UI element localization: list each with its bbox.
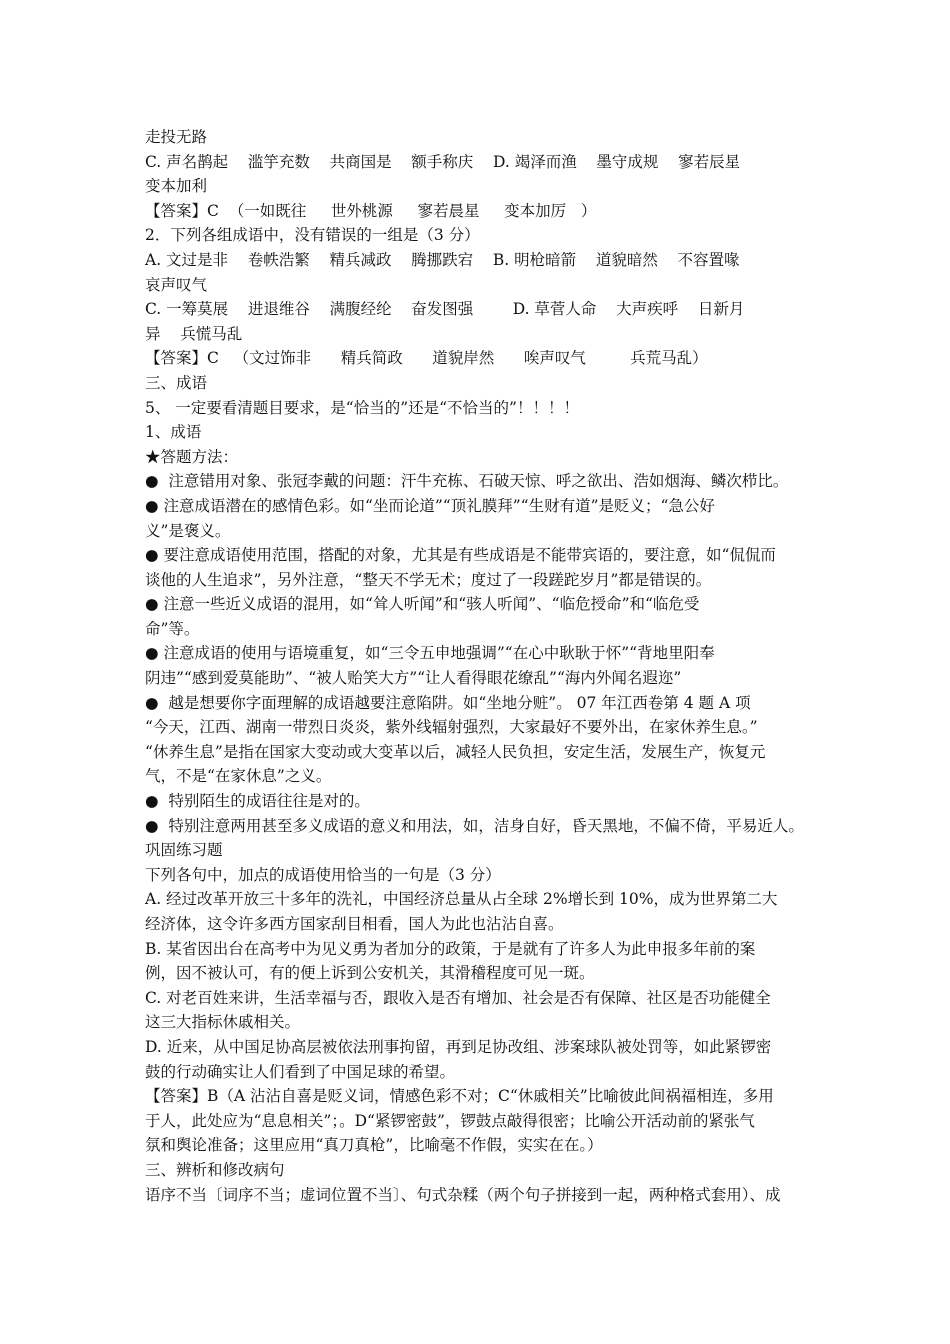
text-line: 阴违”“感到爱莫能助”、“被人贻笑大方”“让人看得眼花缭乱”“海内外闻名遐迩” bbox=[145, 669, 682, 688]
text-line: 1、成语 bbox=[145, 423, 202, 442]
text-line: D. 近来，从中国足协高层被依法刑事拘留，再到足协改组、涉案球队被处罚等，如此紧锣密 bbox=[145, 1037, 772, 1056]
text-line: 巩固练习题 bbox=[145, 841, 223, 860]
text-line: ● 特别注意两用甚至多义成语的意义和用法，如，洁身自好，昏天黑地，不偏不倚，平易近人。 bbox=[145, 816, 804, 835]
text-line: A. 文过是非 卷帙浩繁 精兵减政 腾挪跌宕 B. 明枪暗箭 道貌暗然 不容置喙 bbox=[145, 250, 740, 269]
text-line: 下列各句中，加点的成语使用恰当的一句是（3 分） bbox=[145, 865, 501, 884]
text-line: 三、辨析和修改病句 bbox=[145, 1160, 285, 1179]
text-line: ● 注意成语潜在的感情色彩。如“坐而论道”“顶礼膜拜”“生财有道”是贬义；“急公好 bbox=[145, 496, 715, 515]
text-line: ● 注意成语的使用与语境重复，如“三令五申地强调”“在心中耿耿于怀”“背地里阳奉 bbox=[145, 644, 715, 663]
text-line: 经济体，这令许多西方国家刮目相看，国人为此也沾沾自喜。 bbox=[145, 915, 564, 933]
text-line: 2．下列各组成语中，没有错误的一组是（3 分） bbox=[145, 226, 480, 245]
text-line: 命”等。 bbox=[145, 619, 200, 638]
text-line: 异 兵慌马乱 bbox=[145, 324, 243, 343]
text-line: “休养生息”是指在国家大变动或大变革以后，减轻人民负担，安定生活，发展生产，恢复元 bbox=[145, 742, 766, 761]
text-line: “今天，江西、湖南一带烈日炎炎，紫外线辐射强烈，大家最好不要外出，在家休养生息。” bbox=[145, 718, 758, 737]
text-line: C. 对老百姓来讲，生活幸福与否，跟收入是否有增加、社会是否有保障、社区是否功能健全 bbox=[145, 988, 771, 1007]
text-line: 语序不当〔词序不当；虚词位置不当〕、句式杂糅（两个句子拼接到一起，两种格式套用）、成 bbox=[145, 1185, 781, 1204]
text-line: 鼓的行动确实让人们看到了中国足球的希望。 bbox=[145, 1062, 456, 1081]
text-line: 走投无路 bbox=[145, 128, 208, 146]
text-line: 变本加利 bbox=[145, 177, 208, 196]
text-line: 氛和舆论准备；这里应用“真刀真枪”，比喻毫不作假，实实在在。） bbox=[145, 1136, 603, 1155]
text-line: ● 注意错用对象、张冠李戴的问题：汗牛充栋、石破天惊、呼之欲出、浩如烟海、鳞次栉比。 bbox=[145, 472, 789, 491]
text-line: 5、 一定要看清题目要求，是“恰当的”还是“不恰当的”！！！！ bbox=[145, 398, 579, 417]
text-line: 义”是褒义。 bbox=[145, 521, 231, 540]
text-line: 【答案】B（A 沾沾自喜是贬义词，情感色彩不对；C“休戚相关”比喻彼此间祸福相连，多用 bbox=[145, 1087, 774, 1106]
text-line: 三、成语 bbox=[145, 373, 208, 392]
text-line: ● 越是想要你字面理解的成语越要注意陷阱。如“坐地分赃”。 07 年江西卷第 4 题 A 项 bbox=[145, 693, 751, 712]
text-line: B. 某省因出台在高考中为见义勇为者加分的政策，于是就有了许多人为此申报多年前的案 bbox=[145, 939, 756, 958]
text-line: ● 注意一些近义成语的混用，如“耸人听闻”和“骇人听闻”、“临危授命”和“临危受 bbox=[145, 595, 700, 614]
text-line: ● 特别陌生的成语往往是对的。 bbox=[145, 792, 370, 811]
document-body bbox=[145, 125, 815, 1207]
text-line: 【答案】C （一如既往 世外桃源 寥若晨星 变本加厉 ） bbox=[145, 201, 597, 220]
text-line: 这三大指标休戚相关。 bbox=[145, 1013, 301, 1032]
text-line: 于人，此处应为“息息相关”；。D“紧锣密鼓”，锣鼓点敲得很密；比喻公开活动前的紧张气 bbox=[145, 1111, 755, 1130]
text-line: C. 声名鹊起 滥竽充数 共商国是 额手称庆 D. 竭泽而渔 墨守成规 寥若辰星 bbox=[145, 152, 741, 171]
text-line: ● 要注意成语使用范围，搭配的对象，尤其是有些成语是不能带宾语的，要注意，如“侃侃而 bbox=[145, 546, 776, 565]
text-line: 【答案】C （文过饰非 精兵简政 道貌岸然 唉声叹气 兵荒马乱） bbox=[145, 349, 708, 368]
text-line: C. 一筹莫展 进退维谷 满腹经纶 奋发图强 D. 草菅人命 大声疾呼 日新月 bbox=[145, 300, 745, 319]
text-line: A. 经过改革开放三十多年的洗礼，中国经济总量从占全球 2%增长到 10%，成为世界第二大 bbox=[145, 890, 778, 909]
text-line: 气，不是“在家休息”之义。 bbox=[145, 767, 332, 786]
text-line: 例，因不被认可，有的便上诉到公安机关，其滑稽程度可见一斑。 bbox=[145, 964, 595, 983]
text-line: ★答题方法： bbox=[145, 447, 239, 466]
text-line: 谈他的人生追求”，另外注意，“整天不学无术；度过了一段蹉跎岁月”都是错误的。 bbox=[145, 570, 712, 589]
text-line: 哀声叹气 bbox=[145, 275, 208, 294]
